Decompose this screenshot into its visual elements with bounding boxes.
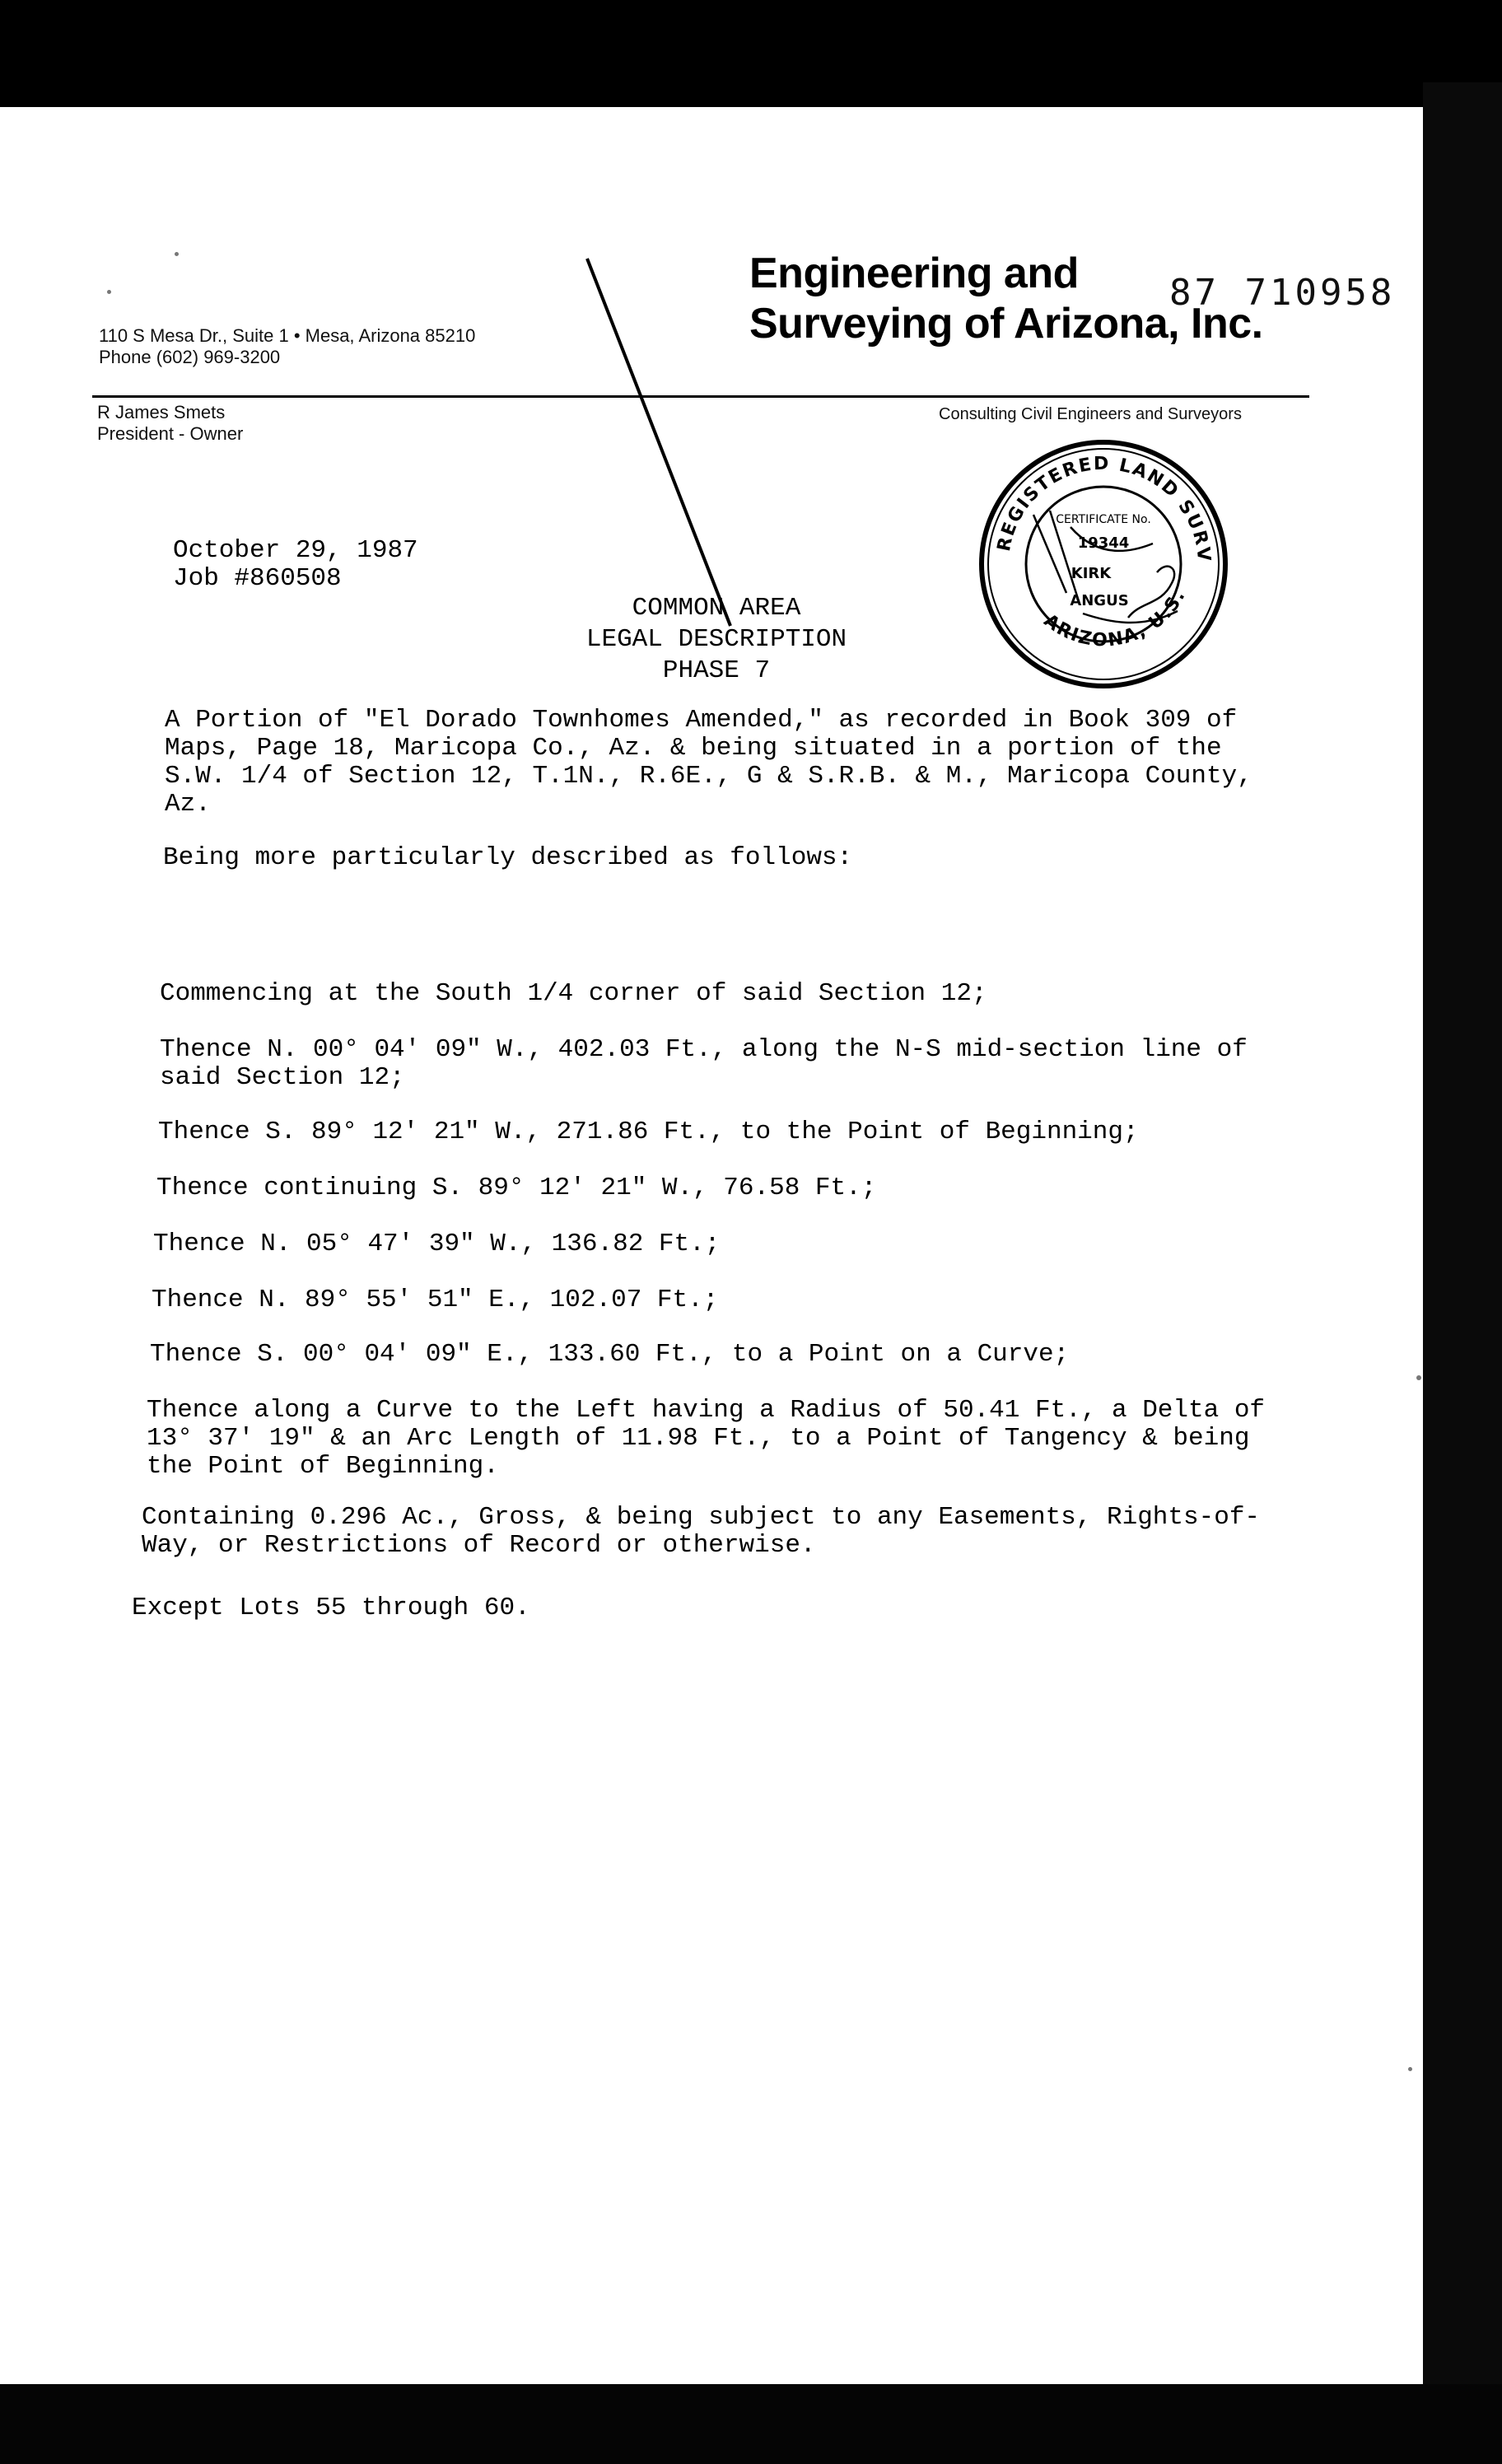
company-address: 110 S Mesa Dr., Suite 1 • Mesa, Arizona 85210 <box>99 325 476 346</box>
company-name-line1: Engineering and <box>749 250 1079 297</box>
bearing-call-4: Thence N. 05° 47' 39" W., 136.82 Ft.; <box>153 1230 721 1258</box>
bearing-call-6: Thence S. 00° 04' 09" E., 133.60 Ft., to a Point on a Curve; <box>150 1340 1070 1369</box>
scan-speck <box>175 252 179 256</box>
seal-certificate: CERTIFICATE No. <box>1056 513 1151 526</box>
bearing-call-3: Thence continuing S. 89° 12' 21" W., 76.58 Ft.; <box>156 1174 877 1202</box>
scan-speck <box>107 290 111 294</box>
company-name-line2: Surveying of Arizona, Inc. <box>749 300 1263 348</box>
document-date: October 29, 1987 <box>173 536 418 565</box>
commencing-line: Commencing at the South 1/4 corner of said Section 12; <box>160 979 987 1008</box>
intro-paragraph: A Portion of "El Dorado Townhomes Amended," as recorded in Book 309 of Maps, Page 18, Maricopa Co., Az. & being situated in a portion of the S.W. 1/4 of Section 12, T.1N., R.6E., G & S.R.B. & M., Maricopa County, Az. <box>165 706 1252 819</box>
title-legal-description: LEGAL DESCRIPTION <box>585 625 847 654</box>
containing-paragraph: Containing 0.296 Ac., Gross, & being subject to any Easements, Rights-of-Way, or Restrictions of Record or otherwise. <box>142 1503 1261 1560</box>
seal-name-last: ANGUS <box>1070 592 1129 609</box>
surveyor-seal <box>976 436 1231 692</box>
bearing-call-1: Thence N. 00° 04' 09" W., 402.03 Ft., along the N-S mid-section line of said Section 12; <box>160 1035 1248 1092</box>
bearing-call-5: Thence N. 89° 55' 51" E., 102.07 Ft.; <box>152 1286 719 1314</box>
letterhead-rule <box>92 395 1309 398</box>
described-line: Being more particularly described as follows: <box>163 843 853 872</box>
scan-speck <box>1408 2067 1412 2071</box>
scan-speck <box>1416 1375 1421 1380</box>
title-phase: PHASE 7 <box>662 656 771 685</box>
scan-edge-bottom <box>0 2384 1502 2464</box>
seal-bottom-text: ARIZONA, U.S. <box>1039 586 1191 651</box>
bearing-call-2: Thence S. 89° 12' 21" W., 271.86 Ft., to the Point of Beginning; <box>158 1118 1139 1146</box>
job-number: Job #860508 <box>173 564 342 593</box>
curve-paragraph: Thence along a Curve to the Left having a Radius of 50.41 Ft., a Delta of 13° 37' 19" & an Arc Length of 11.98 Ft., to a Point of Tangency & being the Point of Beginning. <box>147 1396 1266 1481</box>
company-tagline: Consulting Civil Engineers and Surveyors <box>939 405 1242 423</box>
document-number: 87 710958 <box>1169 272 1396 314</box>
seal-number: 19344 <box>1077 534 1130 552</box>
seal-name-first: KIRK <box>1071 565 1112 582</box>
seal-ring-text: REGISTERED LAND SURV <box>993 453 1215 564</box>
company-phone: Phone (602) 969-3200 <box>99 347 281 367</box>
letterhead-slash <box>581 255 737 634</box>
title-common-area: COMMON AREA <box>632 594 801 623</box>
document-page <box>0 107 1423 2384</box>
owner-title: President - Owner <box>97 423 244 444</box>
scan-edge-right <box>1423 82 1502 2464</box>
except-line: Except Lots 55 through 60. <box>132 1594 530 1622</box>
owner-name: R James Smets <box>97 402 226 422</box>
